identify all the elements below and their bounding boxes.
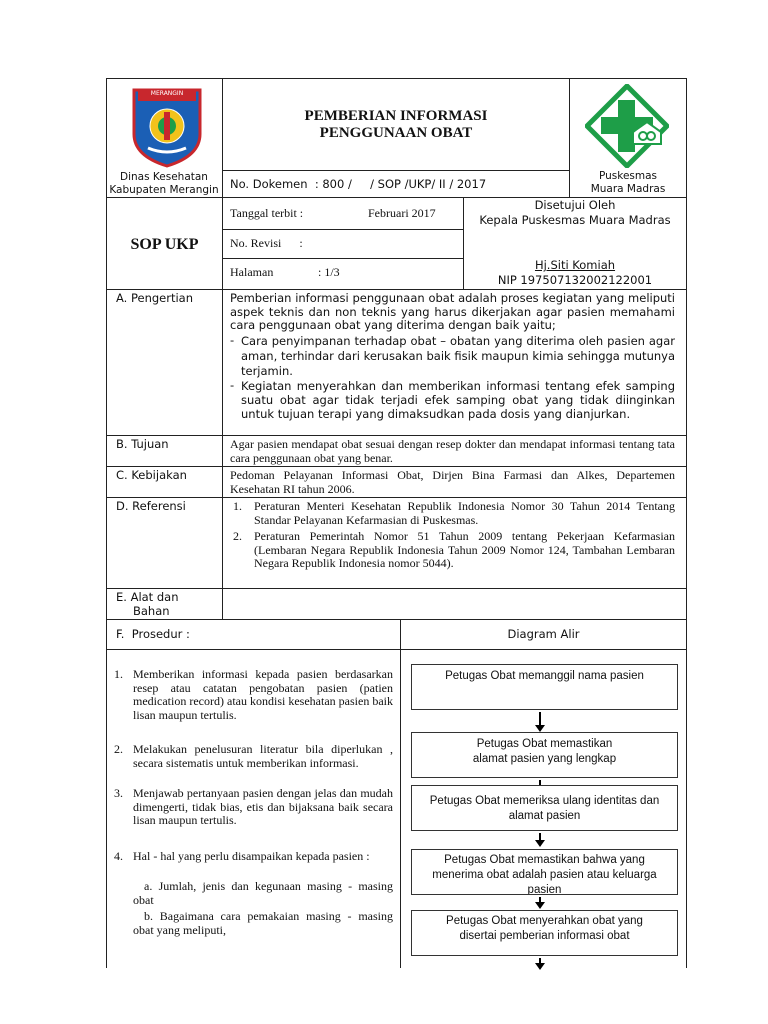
flow-step-4-text: Petugas Obat memastikan bahwa yang menerima obat adalah pasien atau keluarga pasien: [432, 854, 657, 895]
tanggal-terbit-value: Februari 2017: [368, 206, 436, 220]
section-a-bullet-2: Kegiatan menyerahkan dan memberikan informasi tentang efek samping suatu obat agar tidak terjadi efek samping obat yang tidak diinginkan untuk tujuan terapi yang dimaksudkan pada dosis yang dianjurkan.: [241, 379, 675, 421]
page-title-line-2: PENGGUNAAN OBAT: [319, 125, 473, 141]
disetujui-oleh: Disetujui Oleh: [534, 198, 616, 212]
proc-num-3: 3.: [114, 786, 123, 800]
halaman-label: Halaman: [230, 265, 274, 279]
proc-num-1: 1.: [114, 667, 123, 681]
proc-item-3: Menjawab pertanyaan pasien dengan jelas dan mudah dimengerti, tidak bias, etis dan bijaksana baik secara lisan maupun tertulis.: [133, 786, 393, 827]
merangin-logo: [128, 86, 206, 168]
right-caption-2: Muara Madras: [590, 183, 666, 195]
sop-label: SOP UKP: [130, 236, 199, 253]
section-a-label: A. Pengertian: [116, 291, 194, 305]
section-e-label-2: Bahan: [133, 604, 170, 618]
proc-item-2: Melakukan penelusuran literatur bila diperlukan , secara sistematis untuk memberikan informasi.: [133, 742, 393, 770]
flow-step-3: [411, 785, 678, 831]
halaman-value: : 1/3: [318, 265, 340, 279]
signer-name: Hj.Siti Komiah: [534, 258, 616, 272]
section-a-text: Pemberian informasi penggunaan obat adalah proses kegiatan yang meliputi aspek teknis dan non teknis yang harus dikerjakan agar pasien memahami cara penggunaan obat yang diterima dengan baik yaitu;: [230, 291, 675, 332]
right-caption-1: Puskesmas: [598, 170, 658, 182]
logo-banner-text: MERANGIN: [150, 90, 184, 97]
section-d-item-2: Peraturan Pemerintah Nomor 51 Tahun 2009 tentang Pekerjaan Kefarmasian (Lembaran Negara Republik Indonesia Tahun 2009 Nomor 124, Tambahan Lembaran Negara Republik Indonesia nomor 5044).: [254, 529, 675, 570]
page-title-line-1: PEMBERIAN INFORMASI: [304, 108, 488, 124]
section-b-label: B. Tujuan: [116, 437, 169, 451]
proc-item-1: Memberikan informasi kepada pasien berdasarkan resep atau catatan pengobatan pasien (patien medication record) atau kondisi kesehatan pasien baik lisan maupun tertulis.: [133, 667, 393, 722]
flow-arrow-4: [539, 897, 541, 903]
flow-step-2: [411, 732, 678, 778]
no-revisi: No. Revisi :: [230, 236, 303, 250]
proc-sub-a: a. Jumlah, jenis dan kegunaan masing - masing obat: [133, 879, 393, 907]
bullet-dash-2: -: [230, 378, 235, 392]
section-d-label: D. Referensi: [116, 499, 186, 513]
section-c-text: Pedoman Pelayanan Informasi Obat, Dirjen Bina Farmasi dan Alkes, Departemen Kesehatan RI tahun 2006.: [230, 468, 675, 496]
left-caption-1: Dinas Kesehatan: [120, 171, 208, 183]
diagram-label: Diagram Alir: [507, 627, 580, 641]
section-e-label-1: E. Alat dan: [116, 590, 179, 604]
bullet-dash-1: -: [230, 333, 235, 347]
flow-step-5-text: Petugas Obat menyerahkan obat yang disertai pemberian informasi obat: [446, 915, 643, 942]
flow-arrow-5: [539, 958, 541, 964]
section-b-text: Agar pasien mendapat obat sesuai dengan resep dokter dan mendapat informasi tentang tata cara penggunaan obat yang benar.: [230, 437, 675, 465]
flow-step-4: [411, 849, 678, 895]
proc-num-2: 2.: [114, 742, 123, 756]
section-f-label: F. Prosedur :: [116, 627, 190, 641]
ref-num-1: 1.: [233, 499, 242, 513]
no-dokumen: No. Dokemen : 800 / / SOP /UKP/ II / 2017: [230, 177, 487, 191]
flow-step-2-text: Petugas Obat memastikan alamat pasien yang lengkap: [472, 738, 617, 765]
flow-step-1: [411, 664, 678, 710]
flow-arrow-1: [539, 712, 541, 726]
proc-item-4: Hal - hal yang perlu disampaikan kepada pasien :: [133, 849, 370, 863]
proc-sub-b: b. Bagaimana cara pemakaian masing - masing obat yang meliputi,: [133, 909, 393, 937]
section-d-item-1: Peraturan Menteri Kesehatan Republik Indonesia Nomor 30 Tahun 2014 Tentang Standar Pelayanan Kefarmasian di Puskesmas.: [254, 499, 675, 527]
flow-arrow-3: [539, 833, 541, 841]
kepala-puskesmas: Kepala Puskesmas Muara Madras: [479, 213, 671, 227]
flow-step-3-text: Petugas Obat memeriksa ulang identitas dan alamat pasien: [429, 795, 660, 822]
section-a-bullet-1: Cara penyimpanan terhadap obat – obatan yang diterima oleh pasien agar aman, terhindar dari kerusakan baik fisik maupun kimia sehingga mutunya terjamin.: [241, 334, 675, 378]
tanggal-terbit-label: Tanggal terbit :: [230, 206, 304, 220]
flow-step-1-text: Petugas Obat memanggil nama pasien: [445, 670, 644, 682]
signer-nip: NIP 197507132002122001: [497, 273, 653, 287]
section-c-label: C. Kebijakan: [116, 468, 187, 482]
flow-step-5: [411, 910, 678, 956]
left-caption-2: Kabupaten Merangin: [109, 184, 219, 196]
puskesmas-logo: [585, 84, 669, 168]
proc-num-4: 4.: [114, 849, 123, 863]
ref-num-2: 2.: [233, 529, 242, 543]
